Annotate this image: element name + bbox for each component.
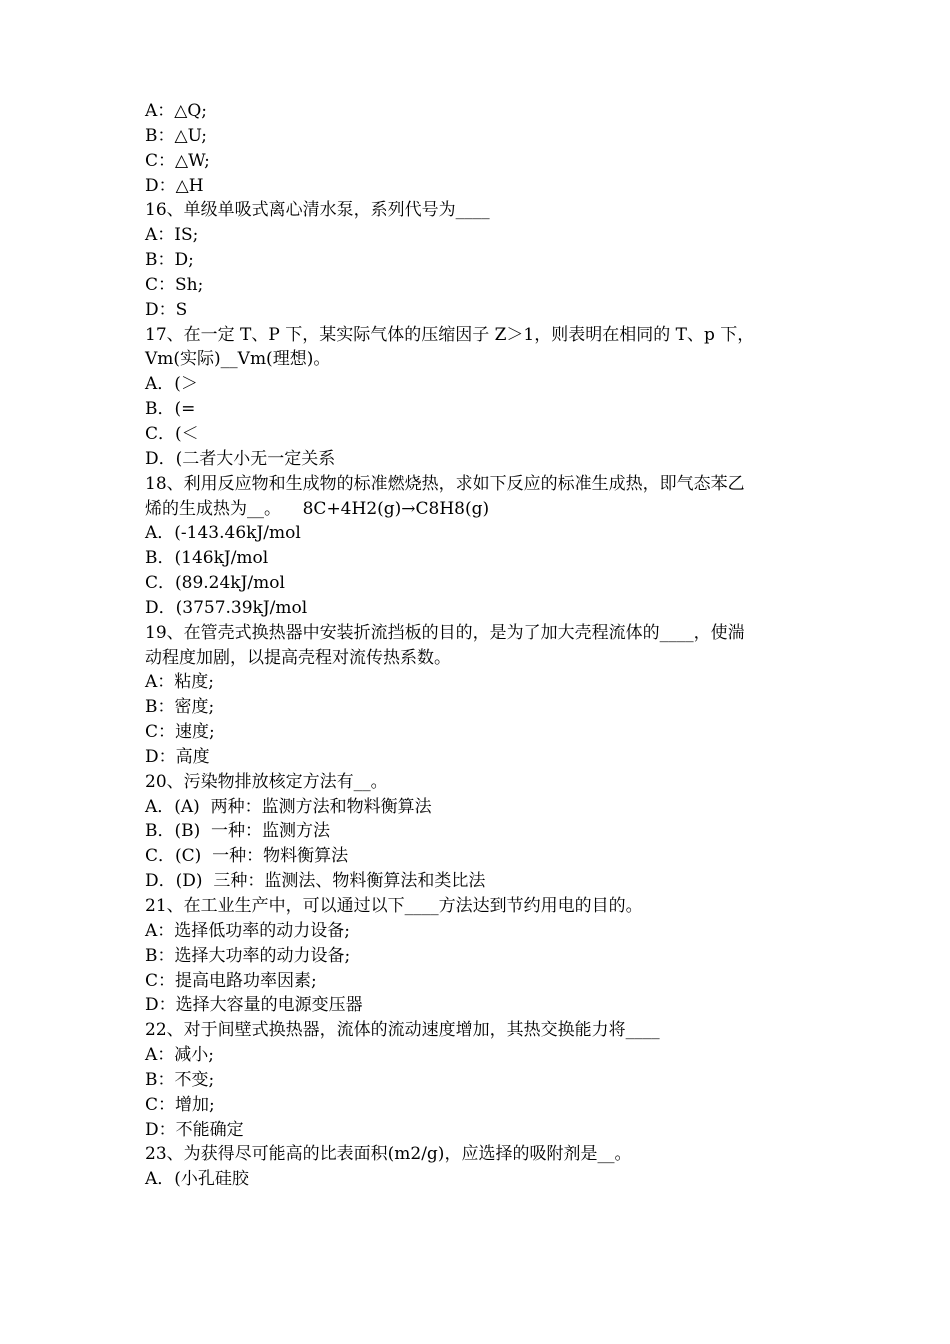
question-line: 22、对于间壁式换热器，流体的流动速度增加，其热交换能力将____: [145, 1020, 660, 1041]
question-line: 17、在一定 T、P 下，某实际气体的压缩因子 Z＞1，则表明在相同的 T、p 下，: [145, 324, 755, 345]
text-line: C．(89.24kJ/mol: [145, 573, 285, 594]
text-line: B：选择大功率的动力设备;: [145, 945, 351, 966]
text-line: A．(＞: [145, 374, 198, 395]
text-line: C．(＜: [145, 423, 199, 444]
text-line: B．(146kJ/mol: [145, 548, 269, 569]
text-line: Vm(实际)__Vm(理想)。: [145, 349, 331, 370]
text-line: A：粘度;: [145, 672, 215, 693]
text-line: A：减小;: [145, 1045, 215, 1066]
text-line: B：密度;: [145, 697, 215, 718]
text-line: D：△H: [145, 175, 204, 196]
text-line: A：△Q;: [145, 101, 208, 121]
question-line: 18、利用反应物和生成物的标准燃烧热，求如下反应的标准生成热，即气态苯乙: [145, 473, 745, 494]
text-line: C：增加;: [145, 1094, 215, 1115]
text-line: A：IS;: [145, 225, 199, 246]
text-line: C：△W;: [145, 150, 210, 171]
question-line: 16、单级单吸式离心清水泵，系列代号为____: [145, 200, 490, 221]
text-line: A．(-143.46kJ/mol: [145, 523, 301, 544]
text-line: D：不能确定: [145, 1119, 244, 1140]
question-line: 23、为获得尽可能高的比表面积(m2/g)，应选择的吸附剂是__。: [145, 1144, 632, 1165]
text-line: D：高度: [145, 746, 210, 767]
text-line: C：速度;: [145, 722, 215, 743]
text-line: D：S: [145, 299, 188, 320]
text-line: D．(3757.39kJ/mol: [145, 597, 308, 618]
text-line: B：△U;: [145, 125, 208, 146]
text-line: 烯的生成热为__。 8C+4H2(g)→C8H8(g): [145, 498, 490, 519]
text-line: B．(B) 一种：监测方法: [145, 821, 331, 842]
text-line: D．(二者大小无一定关系: [145, 448, 336, 469]
text-line: C．(C) 一种：物料衡算法: [145, 846, 349, 867]
text-line: B：D;: [145, 250, 194, 271]
exam-question-text: [145, 99, 810, 1192]
text-line: A：选择低功率的动力设备;: [145, 920, 351, 941]
text-line: 动程度加剧，以提高壳程对流传热系数。: [145, 647, 451, 668]
question-line: 19、在管壳式换热器中安装折流挡板的目的，是为了加大壳程流体的____，使湍: [145, 622, 745, 643]
text-line: D．(D) 三种：监测法、物料衡算法和类比法: [145, 871, 486, 892]
text-line: B：不变;: [145, 1069, 215, 1090]
text-line: C：Sh;: [145, 274, 204, 295]
text-line: C：提高电路功率因素;: [145, 970, 317, 991]
text-line: D：选择大容量的电源变压器: [145, 995, 363, 1016]
text-line: B．(=: [145, 399, 196, 420]
text-line: A．(A) 两种：监测方法和物料衡算法: [145, 796, 432, 817]
question-line: 20、污染物排放核定方法有__。: [145, 771, 388, 792]
question-line: 21、在工业生产中，可以通过以下____方法达到节约用电的目的。: [145, 896, 643, 916]
text-line: A．(小孔硅胶: [145, 1169, 249, 1190]
